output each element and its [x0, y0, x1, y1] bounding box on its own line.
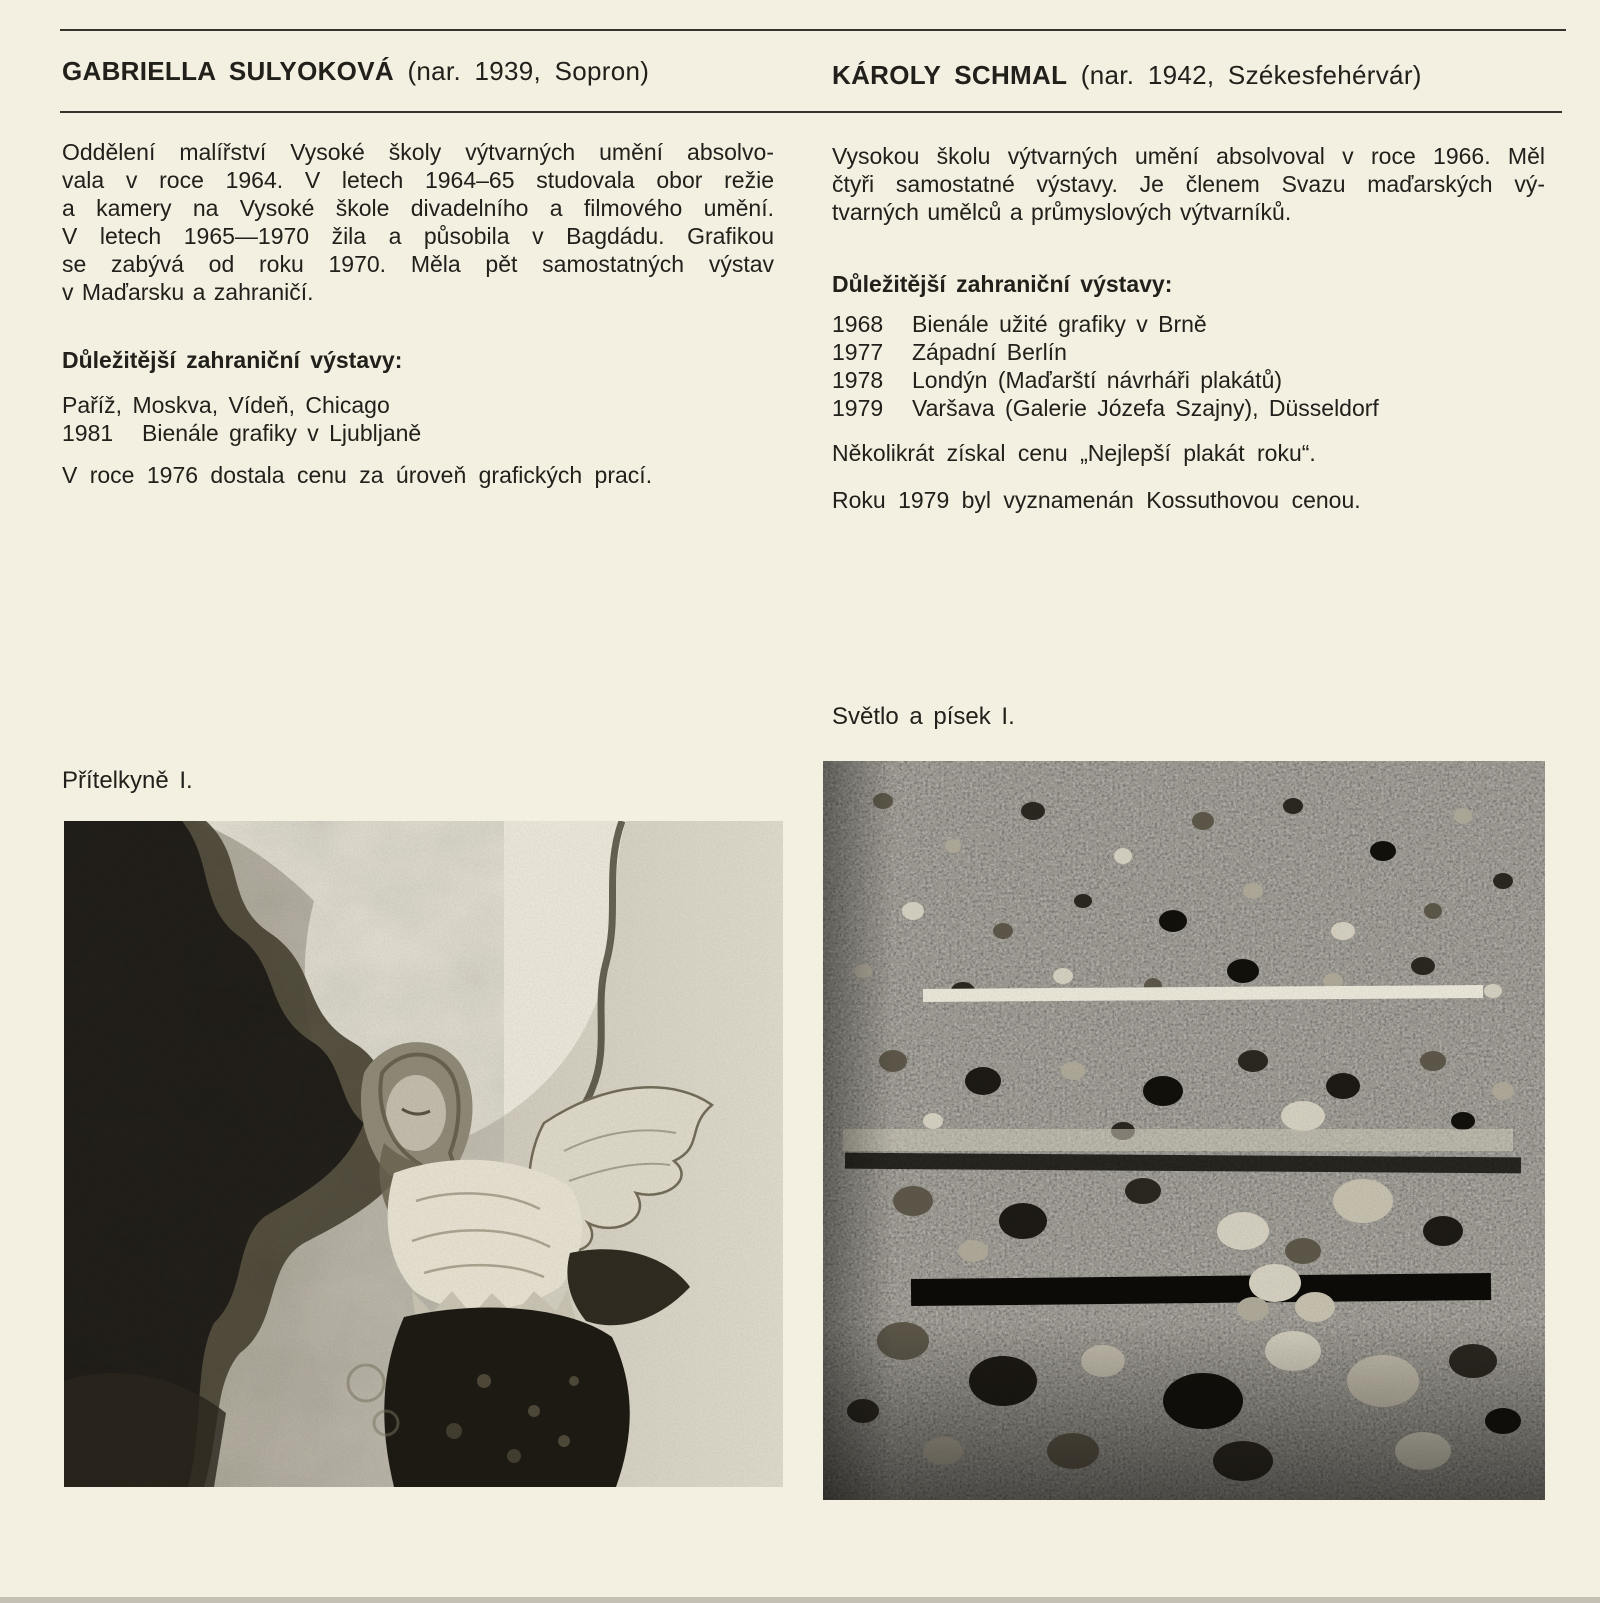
bio-line: Oddělení malířství Vysoké školy výtvarných umění absolvo- [62, 139, 774, 165]
bio-line: v Maďarsku a zahraničí. [62, 279, 314, 305]
bio-line: Vysokou školu výtvarných umění absolvoval v roce 1966. Měl [832, 143, 1545, 169]
bio-line: čtyři samostatné výstavy. Je členem Svazu maďarských vý- [832, 171, 1545, 197]
award-note-right-1: Několikrát získal cenu „Nejlepší plakát roku“. [832, 440, 1316, 466]
bio-line: V letech 1965—1970 žila a působila v Bagdádu. Grafikou [62, 223, 774, 249]
exhibition-year: 1978 [832, 367, 884, 393]
exhibition-row [832, 338, 1545, 366]
exhibition-title: Varšava (Galerie Józefa Szajny), Düsseldorf [912, 395, 1379, 421]
exhibition-row [832, 394, 1545, 422]
artist-name-right: KÁROLY SCHMAL [832, 60, 1068, 90]
artwork-image-pritelkyne [64, 821, 783, 1487]
exhibition-year: 1979 [832, 395, 884, 421]
artist-header-right [832, 60, 1422, 91]
artwork-image-svetlo-a-pisek [823, 761, 1545, 1500]
exhibition-title: Bienále užité grafiky v Brně [912, 311, 1207, 337]
exhibition-title: Západní Berlín [912, 339, 1067, 365]
scan-edge [0, 1597, 1600, 1603]
exhibition-title: Paříž, Moskva, Vídeň, Chicago [62, 392, 390, 418]
exhibition-row [832, 310, 1545, 338]
artist-birth-right: (nar. 1942, Székesfehérvár) [1080, 60, 1422, 90]
artist-bio-left [62, 138, 774, 306]
exhibition-year: 1968 [832, 311, 884, 337]
exhibitions-list-right [832, 310, 1545, 422]
award-note-left: V roce 1976 dostala cenu za úroveň grafických prací. [62, 462, 653, 488]
exhibition-row [832, 366, 1545, 394]
header-rule [60, 111, 1562, 113]
top-rule [60, 29, 1566, 31]
exhibition-year: 1981 [62, 420, 114, 446]
artwork-caption-right: Světlo a písek I. [832, 703, 1015, 730]
artist-name-left: GABRIELLA SULYOKOVÁ [62, 56, 394, 86]
artist-bio-right [832, 142, 1545, 226]
bio-line: se zabývá od roku 1970. Měla pět samostatných výstav [62, 251, 774, 277]
award-note-right-2: Roku 1979 byl vyznamenán Kossuthovou cenou. [832, 487, 1361, 513]
artwork-caption-left: Přítelkyně I. [62, 767, 193, 794]
exhibitions-heading-right: Důležitější zahraniční výstavy: [832, 271, 1173, 297]
bio-line: vala v roce 1964. V letech 1964–65 studovala obor režie [62, 167, 774, 193]
exhibition-year: 1977 [832, 339, 884, 365]
artist-birth-left: (nar. 1939, Sopron) [407, 56, 650, 86]
exhibition-title: Londýn (Maďarští návrháři plakátů) [912, 367, 1283, 393]
artist-header-left [62, 56, 649, 87]
exhibition-row [62, 419, 774, 447]
exhibitions-heading-left: Důležitější zahraniční výstavy: [62, 347, 403, 373]
bio-line: a kamery na Vysoké škole divadelního a filmového umění. [62, 195, 774, 221]
exhibition-title: Bienále grafiky v Ljubljaně [142, 420, 422, 446]
exhibition-row [62, 391, 774, 419]
exhibitions-list-left [62, 391, 774, 447]
bio-line: tvarných umělců a průmyslových výtvarníků. [832, 199, 1292, 225]
